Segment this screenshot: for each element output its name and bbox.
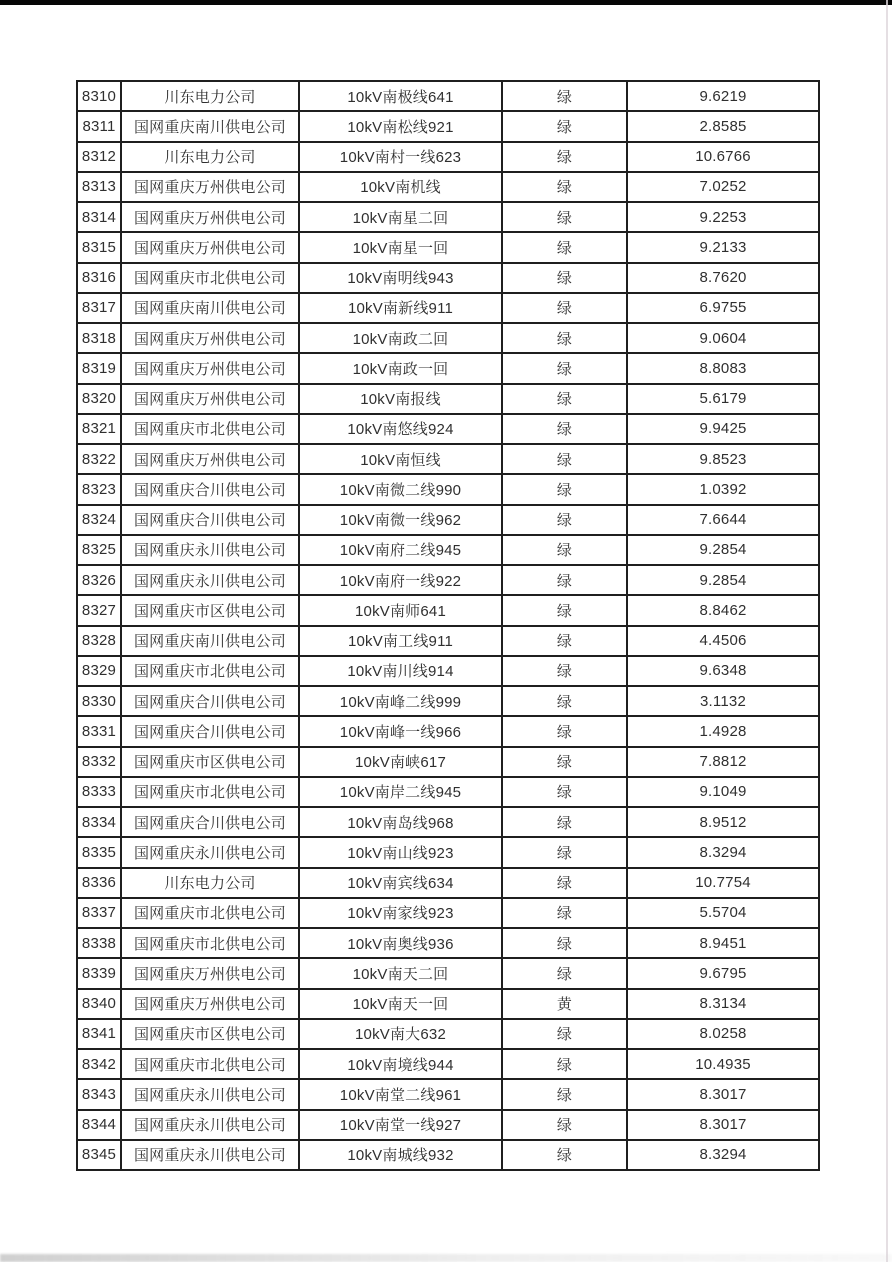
row-id-cell: 8341: [77, 1019, 121, 1049]
value-cell: 1.0392: [627, 474, 819, 504]
table-row: [77, 989, 819, 1019]
table-row: [77, 716, 819, 746]
row-id-cell: 8324: [77, 505, 121, 535]
table-row: [77, 81, 819, 111]
status-cell: 绿: [502, 172, 627, 202]
table-row: [77, 202, 819, 232]
row-id-cell: 8328: [77, 626, 121, 656]
company-cell: 国网重庆市区供电公司: [121, 595, 299, 625]
row-id-cell: 8335: [77, 837, 121, 867]
line-name-cell: 10kV南大632: [299, 1019, 502, 1049]
table-row: [77, 807, 819, 837]
line-name-cell: 10kV南极线641: [299, 81, 502, 111]
status-cell: 绿: [502, 232, 627, 262]
status-cell: 绿: [502, 384, 627, 414]
status-cell: 绿: [502, 1049, 627, 1079]
status-cell: 绿: [502, 474, 627, 504]
status-cell: 绿: [502, 807, 627, 837]
table-row: [77, 626, 819, 656]
row-id-cell: 8336: [77, 868, 121, 898]
table-row: [77, 293, 819, 323]
company-cell: 国网重庆合川供电公司: [121, 686, 299, 716]
line-name-cell: 10kV南政一回: [299, 353, 502, 383]
table-row: [77, 263, 819, 293]
value-cell: 8.7620: [627, 263, 819, 293]
company-cell: 国网重庆合川供电公司: [121, 474, 299, 504]
status-cell: 绿: [502, 565, 627, 595]
row-id-cell: 8311: [77, 111, 121, 141]
line-name-cell: 10kV南府二线945: [299, 535, 502, 565]
company-cell: 国网重庆永川供电公司: [121, 1110, 299, 1140]
company-cell: 国网重庆万州供电公司: [121, 353, 299, 383]
row-id-cell: 8329: [77, 656, 121, 686]
company-cell: 川东电力公司: [121, 868, 299, 898]
value-cell: 8.3017: [627, 1079, 819, 1109]
company-cell: 国网重庆永川供电公司: [121, 1140, 299, 1170]
row-id-cell: 8310: [77, 81, 121, 111]
company-cell: 国网重庆市区供电公司: [121, 747, 299, 777]
table-row: [77, 656, 819, 686]
status-cell: 绿: [502, 777, 627, 807]
company-cell: 国网重庆市北供电公司: [121, 928, 299, 958]
line-name-cell: 10kV南新线911: [299, 293, 502, 323]
table-row: [77, 111, 819, 141]
company-cell: 国网重庆市区供电公司: [121, 1019, 299, 1049]
line-name-cell: 10kV南山线923: [299, 837, 502, 867]
status-cell: 绿: [502, 1079, 627, 1109]
company-cell: 国网重庆市北供电公司: [121, 1049, 299, 1079]
line-name-cell: 10kV南堂二线961: [299, 1079, 502, 1109]
row-id-cell: 8339: [77, 958, 121, 988]
status-cell: 绿: [502, 716, 627, 746]
status-cell: 绿: [502, 898, 627, 928]
line-name-cell: 10kV南城线932: [299, 1140, 502, 1170]
table-row: [77, 474, 819, 504]
row-id-cell: 8337: [77, 898, 121, 928]
status-cell: 绿: [502, 535, 627, 565]
value-cell: 8.3134: [627, 989, 819, 1019]
row-id-cell: 8319: [77, 353, 121, 383]
company-cell: 国网重庆永川供电公司: [121, 837, 299, 867]
company-cell: 国网重庆市北供电公司: [121, 263, 299, 293]
row-id-cell: 8332: [77, 747, 121, 777]
line-name-cell: 10kV南岛线968: [299, 807, 502, 837]
company-cell: 国网重庆合川供电公司: [121, 716, 299, 746]
value-cell: 9.2253: [627, 202, 819, 232]
value-cell: 8.9512: [627, 807, 819, 837]
value-cell: 1.4928: [627, 716, 819, 746]
company-cell: 国网重庆万州供电公司: [121, 958, 299, 988]
row-id-cell: 8312: [77, 142, 121, 172]
value-cell: 7.0252: [627, 172, 819, 202]
row-id-cell: 8316: [77, 263, 121, 293]
line-name-cell: 10kV南奥线936: [299, 928, 502, 958]
table-row: [77, 323, 819, 353]
company-cell: 国网重庆万州供电公司: [121, 202, 299, 232]
value-cell: 9.8523: [627, 444, 819, 474]
status-cell: 绿: [502, 263, 627, 293]
value-cell: 8.9451: [627, 928, 819, 958]
value-cell: 9.6795: [627, 958, 819, 988]
row-id-cell: 8344: [77, 1110, 121, 1140]
line-name-cell: 10kV南星一回: [299, 232, 502, 262]
line-name-cell: 10kV南微一线962: [299, 505, 502, 535]
line-name-cell: 10kV南峰一线966: [299, 716, 502, 746]
table-row: [77, 928, 819, 958]
status-cell: 绿: [502, 1019, 627, 1049]
status-cell: 绿: [502, 686, 627, 716]
row-id-cell: 8340: [77, 989, 121, 1019]
table-row: [77, 595, 819, 625]
status-cell: 绿: [502, 1110, 627, 1140]
value-cell: 4.4506: [627, 626, 819, 656]
row-id-cell: 8330: [77, 686, 121, 716]
value-cell: 8.8083: [627, 353, 819, 383]
line-name-cell: 10kV南悠线924: [299, 414, 502, 444]
scan-top-edge-artifact: [0, 0, 892, 5]
value-cell: 6.9755: [627, 293, 819, 323]
scan-bottom-edge-artifact: [0, 1254, 892, 1262]
row-id-cell: 8318: [77, 323, 121, 353]
table-body: [77, 81, 819, 1170]
line-name-cell: 10kV南星二回: [299, 202, 502, 232]
line-name-cell: 10kV南岸二线945: [299, 777, 502, 807]
table-row: [77, 414, 819, 444]
row-id-cell: 8323: [77, 474, 121, 504]
value-cell: 7.6644: [627, 505, 819, 535]
row-id-cell: 8343: [77, 1079, 121, 1109]
value-cell: 8.0258: [627, 1019, 819, 1049]
company-cell: 国网重庆市北供电公司: [121, 777, 299, 807]
status-cell: 绿: [502, 323, 627, 353]
company-cell: 国网重庆合川供电公司: [121, 807, 299, 837]
value-cell: 9.2854: [627, 535, 819, 565]
table-row: [77, 232, 819, 262]
status-cell: 绿: [502, 595, 627, 625]
table-row: [77, 837, 819, 867]
company-cell: 国网重庆南川供电公司: [121, 111, 299, 141]
company-cell: 国网重庆万州供电公司: [121, 232, 299, 262]
table-row: [77, 1079, 819, 1109]
line-name-cell: 10kV南村一线623: [299, 142, 502, 172]
line-name-cell: 10kV南宾线634: [299, 868, 502, 898]
line-name-cell: 10kV南明线943: [299, 263, 502, 293]
power-line-status-table: [76, 80, 820, 1171]
company-cell: 国网重庆市北供电公司: [121, 414, 299, 444]
status-cell: 绿: [502, 505, 627, 535]
row-id-cell: 8315: [77, 232, 121, 262]
table-row: [77, 1049, 819, 1079]
row-id-cell: 8338: [77, 928, 121, 958]
line-name-cell: 10kV南微二线990: [299, 474, 502, 504]
table-row: [77, 142, 819, 172]
status-cell: 绿: [502, 353, 627, 383]
table-row: [77, 898, 819, 928]
table-row: [77, 958, 819, 988]
value-cell: 8.3017: [627, 1110, 819, 1140]
row-id-cell: 8321: [77, 414, 121, 444]
value-cell: 8.3294: [627, 1140, 819, 1170]
line-name-cell: 10kV南峰二线999: [299, 686, 502, 716]
table-row: [77, 384, 819, 414]
status-cell: 绿: [502, 958, 627, 988]
company-cell: 国网重庆合川供电公司: [121, 505, 299, 535]
status-cell: 绿: [502, 142, 627, 172]
value-cell: 9.2854: [627, 565, 819, 595]
value-cell: 10.6766: [627, 142, 819, 172]
row-id-cell: 8317: [77, 293, 121, 323]
value-cell: 5.5704: [627, 898, 819, 928]
value-cell: 8.3294: [627, 837, 819, 867]
value-cell: 8.8462: [627, 595, 819, 625]
status-cell: 绿: [502, 868, 627, 898]
status-cell: 绿: [502, 928, 627, 958]
status-cell: 绿: [502, 111, 627, 141]
company-cell: 国网重庆永川供电公司: [121, 1079, 299, 1109]
row-id-cell: 8342: [77, 1049, 121, 1079]
line-name-cell: 10kV南峡617: [299, 747, 502, 777]
line-name-cell: 10kV南政二回: [299, 323, 502, 353]
table-row: [77, 1110, 819, 1140]
table-row: [77, 535, 819, 565]
table-row: [77, 444, 819, 474]
status-cell: 黄: [502, 989, 627, 1019]
table-row: [77, 868, 819, 898]
line-name-cell: 10kV南机线: [299, 172, 502, 202]
value-cell: 9.0604: [627, 323, 819, 353]
row-id-cell: 8333: [77, 777, 121, 807]
value-cell: 3.1132: [627, 686, 819, 716]
company-cell: 国网重庆万州供电公司: [121, 989, 299, 1019]
scan-right-edge-artifact: [886, 0, 888, 1262]
company-cell: 国网重庆万州供电公司: [121, 172, 299, 202]
status-cell: 绿: [502, 81, 627, 111]
status-cell: 绿: [502, 202, 627, 232]
row-id-cell: 8314: [77, 202, 121, 232]
value-cell: 7.8812: [627, 747, 819, 777]
row-id-cell: 8320: [77, 384, 121, 414]
status-cell: 绿: [502, 837, 627, 867]
line-name-cell: 10kV南报线: [299, 384, 502, 414]
table-row: [77, 505, 819, 535]
row-id-cell: 8327: [77, 595, 121, 625]
value-cell: 2.8585: [627, 111, 819, 141]
company-cell: 国网重庆万州供电公司: [121, 384, 299, 414]
line-name-cell: 10kV南堂一线927: [299, 1110, 502, 1140]
table-row: [77, 747, 819, 777]
status-cell: 绿: [502, 656, 627, 686]
value-cell: 9.6219: [627, 81, 819, 111]
line-name-cell: 10kV南川线914: [299, 656, 502, 686]
company-cell: 国网重庆市北供电公司: [121, 656, 299, 686]
row-id-cell: 8331: [77, 716, 121, 746]
company-cell: 国网重庆永川供电公司: [121, 565, 299, 595]
row-id-cell: 8322: [77, 444, 121, 474]
line-name-cell: 10kV南恒线: [299, 444, 502, 474]
company-cell: 国网重庆万州供电公司: [121, 444, 299, 474]
table-row: [77, 1019, 819, 1049]
company-cell: 国网重庆万州供电公司: [121, 323, 299, 353]
value-cell: 10.7754: [627, 868, 819, 898]
table-row: [77, 686, 819, 716]
table-row: [77, 565, 819, 595]
company-cell: 国网重庆永川供电公司: [121, 535, 299, 565]
row-id-cell: 8345: [77, 1140, 121, 1170]
company-cell: 国网重庆南川供电公司: [121, 293, 299, 323]
value-cell: 9.1049: [627, 777, 819, 807]
line-name-cell: 10kV南天一回: [299, 989, 502, 1019]
line-name-cell: 10kV南师641: [299, 595, 502, 625]
status-cell: 绿: [502, 444, 627, 474]
row-id-cell: 8313: [77, 172, 121, 202]
status-cell: 绿: [502, 626, 627, 656]
line-name-cell: 10kV南境线944: [299, 1049, 502, 1079]
row-id-cell: 8325: [77, 535, 121, 565]
line-name-cell: 10kV南天二回: [299, 958, 502, 988]
table-row: [77, 172, 819, 202]
line-name-cell: 10kV南松线921: [299, 111, 502, 141]
table-row: [77, 777, 819, 807]
status-cell: 绿: [502, 747, 627, 777]
status-cell: 绿: [502, 293, 627, 323]
company-cell: 川东电力公司: [121, 81, 299, 111]
table-row: [77, 353, 819, 383]
line-name-cell: 10kV南府一线922: [299, 565, 502, 595]
status-cell: 绿: [502, 1140, 627, 1170]
row-id-cell: 8326: [77, 565, 121, 595]
table-row: [77, 1140, 819, 1170]
company-cell: 国网重庆市北供电公司: [121, 898, 299, 928]
value-cell: 9.6348: [627, 656, 819, 686]
value-cell: 9.9425: [627, 414, 819, 444]
value-cell: 9.2133: [627, 232, 819, 262]
line-name-cell: 10kV南家线923: [299, 898, 502, 928]
company-cell: 国网重庆南川供电公司: [121, 626, 299, 656]
company-cell: 川东电力公司: [121, 142, 299, 172]
line-name-cell: 10kV南工线911: [299, 626, 502, 656]
value-cell: 5.6179: [627, 384, 819, 414]
row-id-cell: 8334: [77, 807, 121, 837]
status-cell: 绿: [502, 414, 627, 444]
value-cell: 10.4935: [627, 1049, 819, 1079]
